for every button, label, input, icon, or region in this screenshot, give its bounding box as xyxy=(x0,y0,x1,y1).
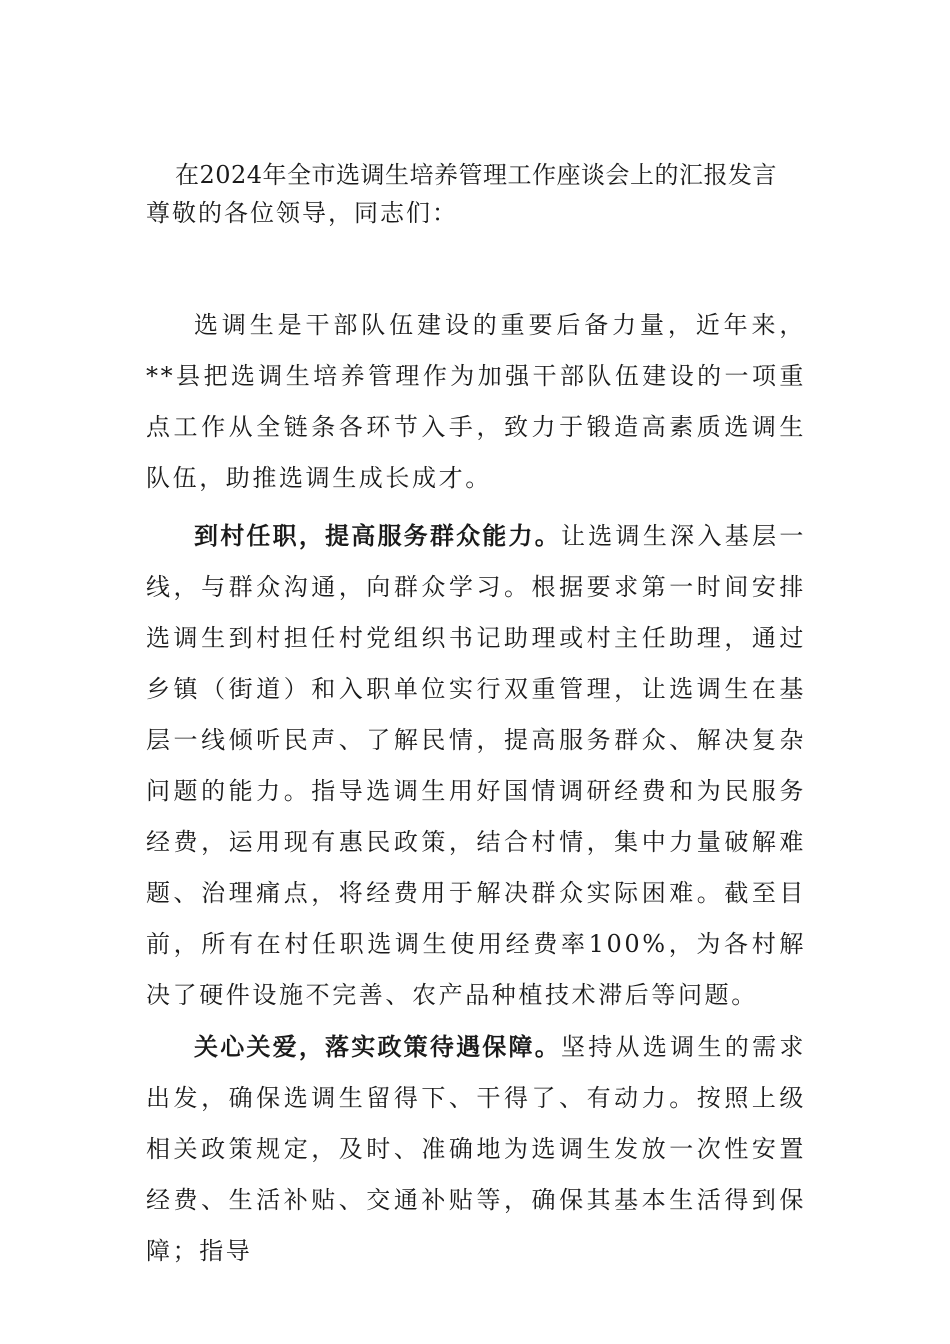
paragraph-text: 让选调生深入基层一线，与群众沟通，向群众学习。根据要求第一时间安排选调生到村担任村党组织书记助理或村主任助理，通过乡镇（街道）和入职单位实行双重管理，让选调生在基层一线倾听民声、了解民情，提高服务群众、解决复杂问题的能力。指导选调生用好国情调研经费和为民服务经费，运用现有惠民政策，结合村情，集中力量破解难题、治理痛点，将经费用于解决群众实际困难。截至目前，所有在村任职选调生使用经费率100%，为各村解决了硬件设施不完善、农产品种植技术滞后等问题。 xyxy=(146,522,807,1009)
paragraph-lead: 到村任职，提高服务群众能力。 xyxy=(194,521,561,550)
paragraph-text: 选调生是干部队伍建设的重要后备力量，近年来，**县把选调生培养管理作为加强干部队伍建设的一项重点工作从全链条各环节入手，致力于锻造高素质选调生队伍，助推选调生成长成才。 xyxy=(146,311,806,492)
paragraph-village-service xyxy=(146,510,806,1021)
salutation: 尊敬的各位领导，同志们： xyxy=(146,199,458,227)
paragraph-care-policy xyxy=(146,1021,806,1277)
paragraph-intro xyxy=(146,300,806,504)
paragraph-text: 坚持从选调生的需求出发，确保选调生留得下、干得了、有动力。按照上级相关政策规定，及时、准确地为选调生发放一次性安置经费、生活补贴、交通补贴等，确保其基本生活得到保障；指导 xyxy=(146,1033,807,1265)
paragraph-lead: 关心关爱，落实政策待遇保障。 xyxy=(194,1032,561,1061)
document-title: 在2024年全市选调生培养管理工作座谈会上的汇报发言 xyxy=(174,161,778,189)
